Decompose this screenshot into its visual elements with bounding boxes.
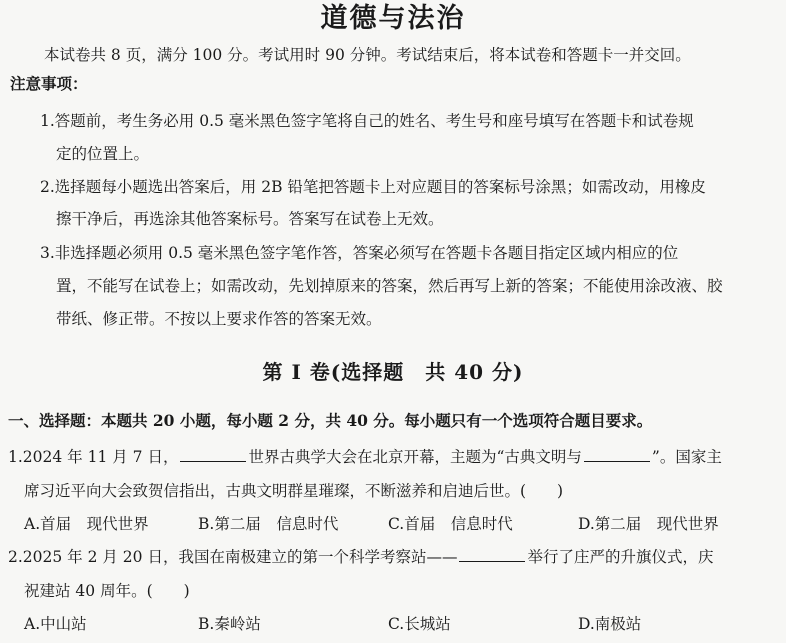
notice-heading: 注意事项： xyxy=(10,74,88,93)
question-1-option-b: B.第二届 信息时代 xyxy=(198,515,339,533)
question-2-text-b: 举行了庄严的升旗仪式，庆 xyxy=(527,548,714,566)
notice-2-line-2: 擦干净后，再选涂其他答案标号。答案写在试卷上无效。 xyxy=(56,210,444,228)
question-1-option-d: D.第二届 现代世界 xyxy=(578,515,719,533)
question-1-text-c: ”。国家主 xyxy=(651,448,722,466)
intro-text: 本试卷共 8 页，满分 100 分。考试用时 90 分钟。考试结束后，将本试卷和答题卡一并交回。 xyxy=(44,46,691,64)
notice-1-line-2: 定的位置上。 xyxy=(56,145,150,163)
notice-2-line-1: 2.选择题每小题选出答案后，用 2B 铅笔把答题卡上对应题目的答案标号涂黑；如需改动，用橡皮 xyxy=(40,178,706,196)
answer-blank xyxy=(584,447,650,462)
notice-1-line-1: 1.答题前，考生务必用 0.5 毫米黑色签字笔将自己的姓名、考生号和座号填写在答题卡和试卷规 xyxy=(40,112,694,130)
question-1-option-c: C.首届 信息时代 xyxy=(388,515,513,533)
question-2-option-b: B.秦岭站 xyxy=(198,615,261,633)
question-1-text-a: 1.2024 年 11 月 7 日， xyxy=(8,448,179,466)
question-2-option-d: D.南极站 xyxy=(578,615,642,633)
question-2-line-2: 祝建站 40 周年。( ) xyxy=(24,582,190,600)
question-2-option-a: A.中山站 xyxy=(24,615,87,633)
question-1-text-b: 世界古典学大会在北京开幕，主题为“古典文明与 xyxy=(248,448,582,466)
answer-blank xyxy=(180,447,246,462)
question-2-line-1 xyxy=(8,546,713,568)
notice-3-line-2: 置，不能写在试卷上；如需改动，先划掉原来的答案，然后再写上新的答案；不能使用涂改液、胶 xyxy=(56,277,723,295)
question-1-line-2: 席习近平向大会致贺信指出，古典文明群星璀璨，不断滋养和启迪后世。( ) xyxy=(24,482,564,500)
notice-3-line-1: 3.非选择题必须用 0.5 毫米黑色签字笔作答，答案必须写在答题卡各题目指定区域内相应的位 xyxy=(40,244,679,262)
section-title: 第 Ⅰ 卷(选择题 共 40 分) xyxy=(262,360,524,384)
answer-blank xyxy=(459,547,525,562)
question-1-option-a: A.首届 现代世界 xyxy=(24,515,149,533)
part-heading: 一、选择题：本题共 20 小题，每小题 2 分，共 40 分。每小题只有一个选项符合题目要求。 xyxy=(8,411,653,430)
question-2-text-a: 2.2025 年 2 月 20 日，我国在南极建立的第一个科学考察站—— xyxy=(8,548,458,566)
exam-title: 道德与法治 xyxy=(320,3,466,34)
notice-3-line-3: 带纸、修正带。不按以上要求作答的答案无效。 xyxy=(56,310,382,328)
question-2-option-c: C.长城站 xyxy=(388,615,451,633)
question-1-line-1 xyxy=(8,446,722,468)
